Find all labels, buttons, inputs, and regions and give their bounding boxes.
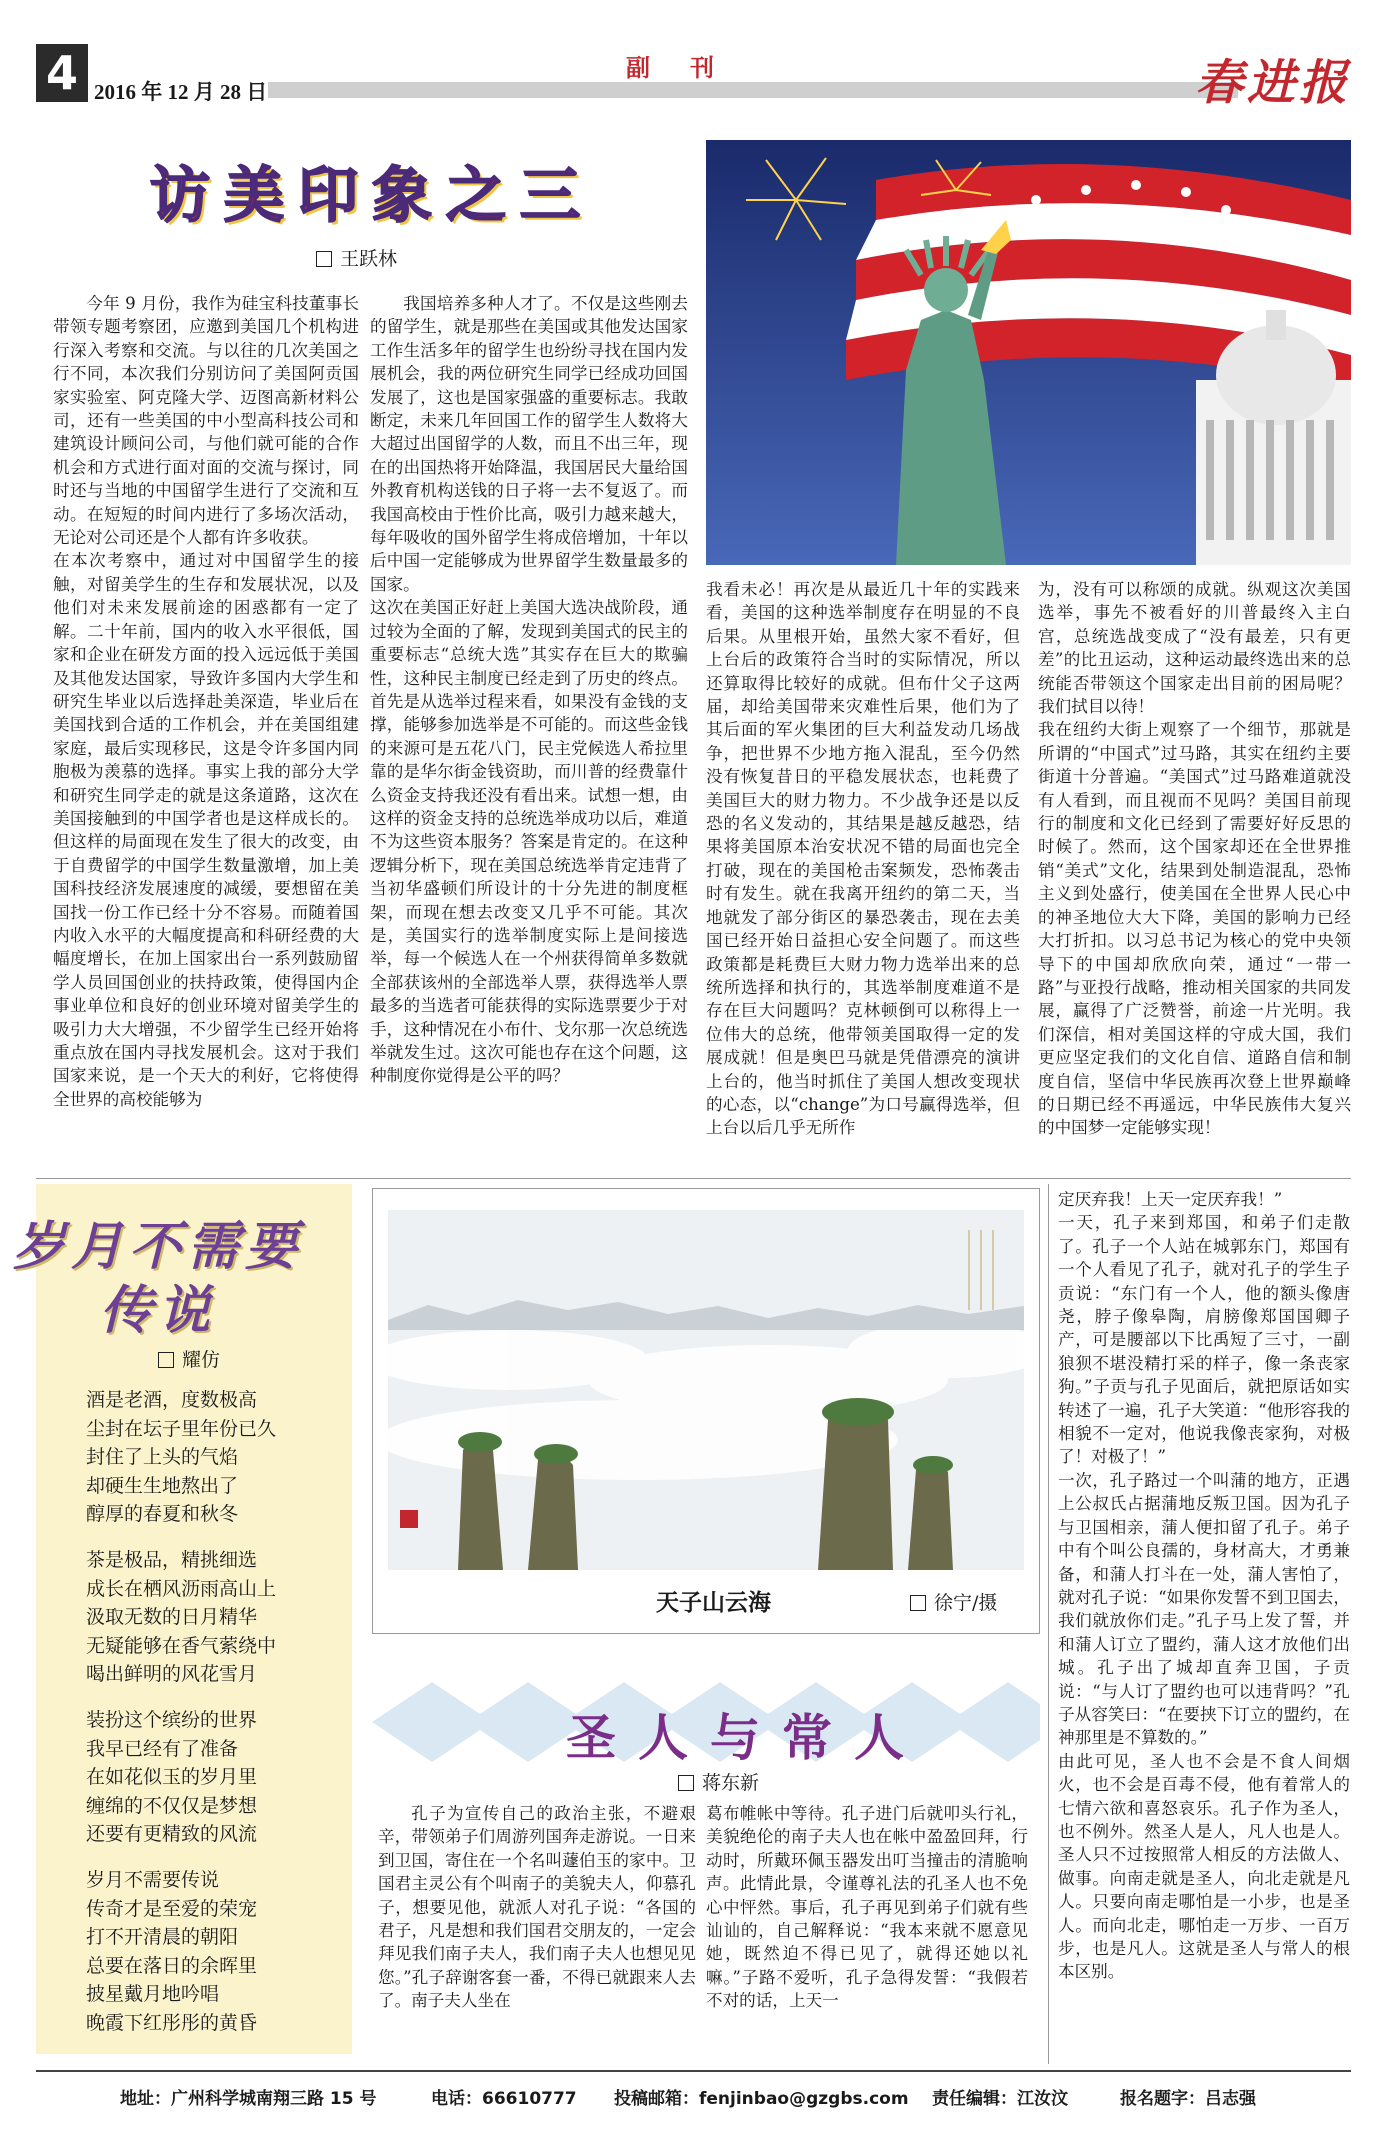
poem-stanza-4: 岁月不需要传说 传奇才是至爱的荣宠 打不开清晨的朝阳 总要在落日的余晖里 披星戴月地吟唱 晚霞下红彤彤的黄昏 (86, 1869, 258, 2034)
footer-phone: 电话：66610777 (431, 2089, 577, 2109)
article3-column-1: 孔子为宣传自己的政治主张，不避艰辛，带领弟子们周游列国奔走游说。一日来到卫国，寄住在一个名叫蘧伯玉的家中。卫国君主灵公有个叫南子的美貌夫人，仰慕孔子，想要见他，就派人对孔子说：“各国的君子，凡是想和我们国君交朋友的，一定会拜见我们南子夫人，我们南子夫人也想见见您。”孔子辞谢客套一番，不得已就跟来人去了。南子夫人坐在 (378, 1804, 696, 2011)
article1-author: 王跃林 (340, 248, 398, 270)
article3-column-2: 葛布帷帐中等待。孔子进门后就叩头行礼，美貌绝伦的南子夫人也在帐中盈盈回拜，行动时，所戴环佩玉器发出叮当撞击的清脆响声。此情此景，令谨尊礼法的孔圣人也不免心中怦然。事后，孔子再见到弟子们就有些讪讪的，自己解释说：“我本来就不愿意见她，既然迫不得已见了，就得还她以礼嘛。”子路不爱听，孔子急得发誓：“我假若不对的话，上天一 (706, 1804, 1028, 2011)
article1-column-3: 我看未必！再次是从最近几十年的实践来看，美国的这种选举制度存在明显的不良后果。从里根开始，虽然大家不看好，但上台后的政策符合当时的实际情况，所以还算取得比较好的成就。但布什父子这两届，却给美国带来灾难性后果，他们为了其后面的军火集团的巨大利益发动几场战争，把世界不少地方拖入混乱，至今仍然没有恢复昔日的平稳发展状态，也耗费了美国巨大的财力物力。不少战争还是以反恐的名义发动的，其结果是越反越恐，结果将美国原本治安状况不错的局面也完全打破，现在的美国枪击案频发，恐怖袭击时有发生。就在我离开纽约的第二天，当地就发了部分街区的暴恐袭击，现在去美国已经开始日益担心安全问题了。而这些政策都是耗费巨大财力物力选举出来的总统所选择和执行的，其选举制度难道不是存在巨大问题吗？克林顿倒可以称得上一位伟大的总统，他带领美国取得一定的发展成就！但是奥巴马就是凭借漂亮的演讲上台的，他当时抓住了美国人想改变现状的心态，以“change”为口号赢得选举，但上台以后几乎无所作 (706, 580, 1020, 1138)
article1-column-1: 今年 9 月份，我作为硅宝科技董事长带领专题考察团，应邀到美国几个机构进行深入考察和交流。与以往的几次美国之行不同，本次我们分别访问了美国阿贡国家实验室、阿克隆大学、迈图高新材料公司，还有一些美国的中小型高科技公司和建筑设计顾问公司，与他们就可能的合作机会和方式进行面对面的交流与探讨，同时还与当地的中国留学生进行了交流和互动。在短短的时间内进行了多场次活动，无论对公司还是个人都有许多收获。 在本次考察中，通过对中国留学生的接触，对留美学生的生存和发展状况，以及他们对未来发展前途的困惑都有一定了解。二十年前，国内的收入水平很低，国家和企业在研发方面的投入远远低于美国及其他发达国家，导致许多国内大学生和研究生毕业以后选择赴美深造，毕业后在美国找到合适的工作机会，并在美国组建家庭，最后实现移民，这是令许多国内同胞极为羡慕的选择。事实上我的部分大学和研究生同学走的就是这条道路，这次在美国接触到的中国学者也是这样成长的。但这样的局面现在发生了很大的改变，由于自费留学的中国学生数量激增，加上美国科技经济发展速度的减缓，要想留在美国找一份工作已经十分不容易。而随着国内收入水平的大幅度提高和科研经费的大幅度增长，在加上国家出台一系列鼓励留学人员回国创业的扶持政策，使得国内企事业单位和良好的创业环境对留美学生的吸引力大大增强，不少留学生已经开始将重点放在国内寻找发展机会。这对于我们国家来说，是一个天大的利好，它将使得全世界的高校能够为 (53, 294, 359, 1109)
poem-title-line2: 传说 (99, 1280, 216, 1341)
photo-tianzi-mountain-clouds (388, 1210, 1024, 1570)
article3-author: 蒋东新 (702, 1772, 760, 1794)
footer-address: 地址：广州科学城南翔三路 15 号 (120, 2089, 377, 2109)
photo-credit-text: 徐宁/摄 (934, 1592, 998, 1614)
column-rule (1048, 1184, 1049, 2064)
footer-email: 投稿邮箱：fenjinbao@gzgbs.com (614, 2089, 909, 2109)
masthead (36, 44, 1351, 111)
photo-caption: 天子山云海 (656, 1590, 771, 1616)
article3-title: 圣人与常人 (566, 1709, 926, 1767)
poem-title-line1: 岁月不需要 (12, 1216, 303, 1277)
footer (36, 2070, 1351, 2108)
poem-stanza-3: 装扮这个缤纷的世界 我早已经有了准备 在如花似玉的岁月里 缠绵的不仅仅是梦想 还要有更精致的风流 (86, 1709, 258, 1845)
poem-stanza-1: 酒是老酒，度数极高 尘封在坛子里年份已久 封住了上头的气焰 却硬生生地熬出了 醇厚的春夏和秋冬 (86, 1389, 277, 1525)
article1-byline (316, 244, 397, 271)
issue-date: 2016 年 12 月 28 日 (94, 80, 268, 104)
section-divider (36, 1178, 1351, 1179)
article3-column-3: 定厌弃我！上天一定厌弃我！” 一天，孔子来到郑国，和弟子们走散了。孔子一个人站在城郭东门，郑国有一个人看见了孔子，就对孔子的学生子贡说：“东门有一个人，他的额头像唐尧，脖子像皋陶，肩膀像郑国国卿子产，可是腰部以下比禹短了三寸，一副狼狈不堪没精打采的样子，像一条丧家狗。”子贡与孔子见面后，就把原话如实转述了一遍，孔子大笑道：“他形容我的相貌不一定对，他说我像丧家狗，对极了！对极了！” 一次，孔子路过一个叫蒲的地方，正遇上公叔氏占据蒲地反叛卫国。因为孔子与卫国相亲，蒲人便扣留了孔子。弟子中有个叫公良孺的，身材高大，才勇兼备，和蒲人打斗在一处，蒲人害怕了，就对孔子说：“如果你发誓不到卫国去，我们就放你们走。”孔子马上发了誓，并和蒲人订立了盟约，蒲人这才放他们出城。孔子出了城却直奔卫国，子贡说：“与人订了盟约也可以违背吗？”孔子从容笑曰：“在要挟下订立的盟约，在神那里是不算数的。” 由此可见，圣人也不会是不食人间烟火，也不会是百毒不侵，他有着常人的七情六欲和喜怒哀乐。孔子作为圣人，也不例外。然圣人是人，凡人也是人。圣人只不过按照常人相反的方法做人、做事。向南走就是圣人，向北走就是凡人。只要向南走哪怕是一小步，也是圣人。而向北走，哪怕走一万步、一百万步，也是凡人。这就是圣人与常人的根本区别。 (1058, 1190, 1350, 1982)
poem-stanza-2: 茶是极品，精挑细选 成长在栖风沥雨高山上 汲取无数的日月精华 无疑能够在香气萦绕中 喝出鲜明的风花雪月 (86, 1549, 277, 1685)
masthead-bar (268, 82, 1238, 98)
article1-column-4: 为，没有可以称颂的成就。纵观这次美国选举，事先不被看好的川普最终入主白宫，总统选战变成了“没有最差，只有更差”的比丑运动，这种运动最终选出来的总统能否带领这个国家走出目前的困局呢？我们拭目以待！ 我在纽约大街上观察了一个细节，那就是所谓的“中国式”过马路，其实在纽约主要街道十分普遍。“美国式”过马路难道就没有人看到，而且视而不见吗？美国目前现行的制度和文化已经到了需要好好反思的时候了。然而，这个国家却还在全世界推销“美式”文化，结果到处制造混乱，恐怖主义到处盛行，使美国在全世界人民心中的神圣地位大大下降，美国的影响力已经大打折扣。以习总书记为核心的党中央领导下的中国却欣欣向荣，通过“一带一路”与亚投行战略，推动相关国家的共同发展，赢得了广泛赞誉，前途一片光明。我们深信，相对美国这样的守成大国，我们更应坚定我们的文化自信、道路自信和制度自信，坚信中华民族再次登上世界巅峰的日期已经不再遥远，中华民族伟大复兴的中国梦一定能够实现！ (1038, 580, 1351, 1138)
poem-author: 耀仿 (182, 1349, 221, 1371)
page-number: 4 (36, 44, 88, 102)
footer-editor: 责任编辑：江汝汶 (932, 2089, 1068, 2109)
article1-title: 访美印象之三 (150, 161, 594, 231)
section-name: 副刊 (626, 53, 754, 82)
article1-column-2: 我国培养多种人才了。不仅是这些刚去的留学生，就是那些在美国或其他发达国家工作生活多年的留学生也纷纷寻找在国内发展机会，我的两位研究生同学已经成功回国发展了，这也是国家强盛的重要标志。我敢断定，未来几年回国工作的留学生人数将大大超过出国留学的人数，而且不出三年，现在的出国热将开始降温，我国居民大量给国外教育机构送钱的日子将一去不复返了。而我国高校由于性价比高，吸引力越来越大，每年吸收的国外留学生将成倍增加，十年以后中国一定能够成为世界留学生数量最多的国家。 这次在美国正好赶上美国大选决战阶段，通过较为全面的了解，发现到美国式的民主的重要标志“总统大选”其实存在巨大的欺骗性，这种民主制度已经走到了历史的终点。首先是从选举过程来看，如果没有金钱的支撑，能够参加选举是不可能的。而这些金钱的来源可是五花八门，民主党候选人希拉里靠的是华尔街金钱资助，而川普的经费靠什么资金支持我还没有看出来。试想一想，由这样的资金支持的总统选举成功以后，难道不为这些资本服务？答案是肯定的。在这种逻辑分析下，现在美国总统选举肯定违背了当初华盛顿们所设计的十分先进的制度框架，而现在想去改变又几乎不可能。其次是，美国实行的选举制度实际上是间接选举，每一个候选人在一个州获得简单多数就全部获该州的全部选举人票，获得选举人票最多的当选者可能获得的实际选票要少于对手，这种情况在小布什、戈尔那一次总统选举就发生过。这次可能也存在这个问题，这种制度你觉得是公平的吗？ (370, 294, 688, 1086)
article3-byline (678, 1768, 759, 1795)
newspaper-logo: 春进报 (1194, 55, 1351, 111)
poem-byline (158, 1345, 220, 1372)
hero-image-statue-of-liberty (706, 140, 1351, 565)
photo-credit (910, 1588, 997, 1615)
footer-calligraphy: 报名题字：吕志强 (1120, 2089, 1256, 2109)
